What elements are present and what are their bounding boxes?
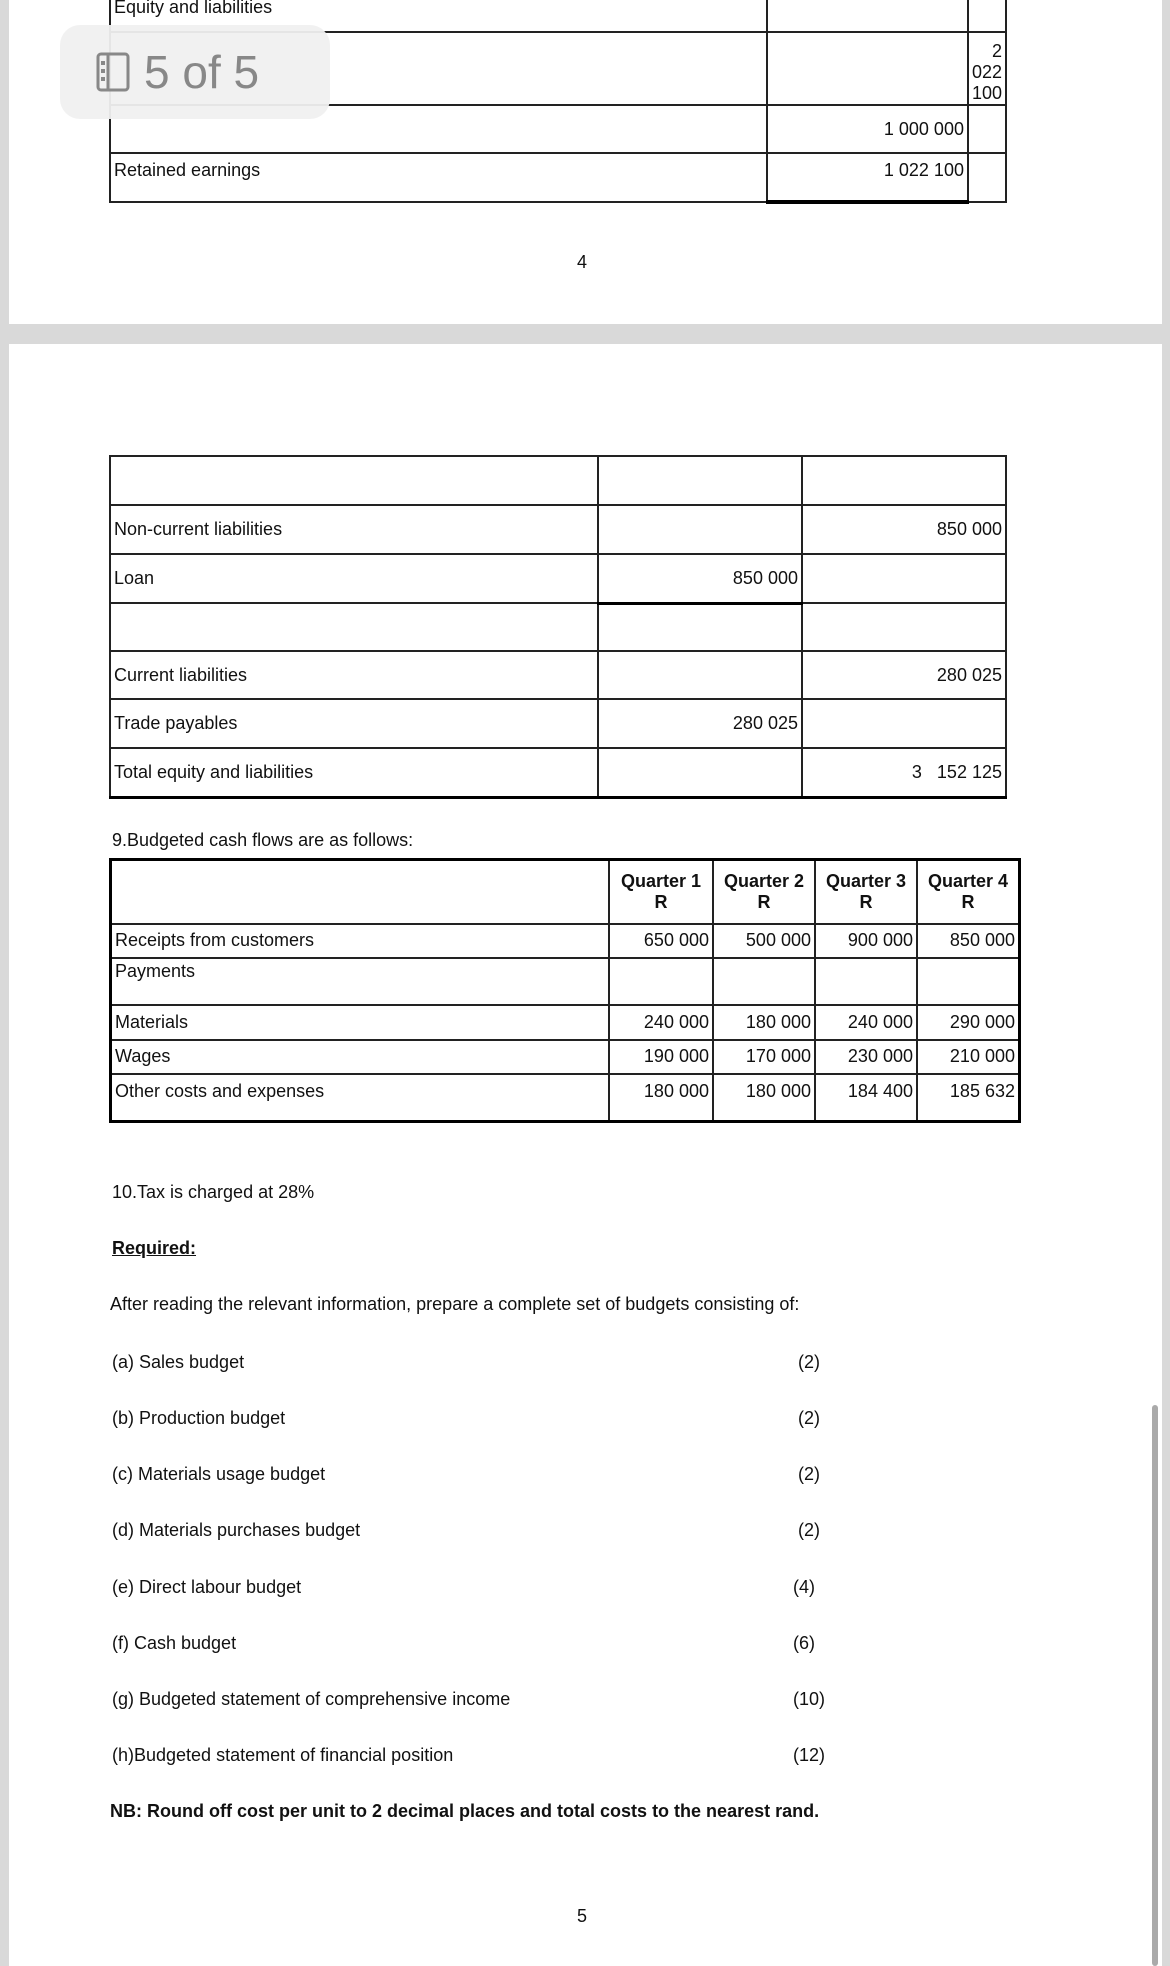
row-label: Current liabilities: [110, 651, 598, 699]
row-label: Total equity and liabilities: [110, 748, 598, 797]
instruction: After reading the relevant information, prepare a complete set of budgets consisting of:: [110, 1294, 800, 1314]
row-label: [110, 603, 598, 651]
item-label: (h)Budgeted statement of financial position: [112, 1745, 454, 1765]
cell: 180 000: [713, 1005, 815, 1040]
item-marks: (6): [793, 1633, 815, 1653]
item-label: (d) Materials purchases budget: [112, 1520, 361, 1540]
row-label: Wages: [111, 1040, 610, 1074]
cell: 650 000: [609, 924, 713, 958]
cell: 240 000: [815, 1005, 917, 1040]
cell: 500 000: [713, 924, 815, 958]
item-label: (f) Cash budget: [112, 1633, 237, 1653]
row-label: [110, 456, 598, 505]
header-q3: Quarter 3 R: [815, 860, 917, 924]
item-marks: (10): [793, 1689, 826, 1709]
cell: 170 000: [713, 1040, 815, 1074]
cell: 2 022 100: [968, 32, 1006, 105]
cell: 1 000 000: [767, 105, 968, 153]
item-marks: (12): [793, 1745, 826, 1765]
item-label: (g) Budgeted statement of comprehensive income: [112, 1689, 511, 1709]
row-label: Receipts from customers: [111, 924, 610, 958]
table-row: [111, 924, 1020, 958]
required-heading: Required:: [112, 1238, 197, 1258]
cash-flows-table: [109, 858, 1021, 1123]
cell: 185 632: [917, 1074, 1020, 1122]
cell: 180 000: [713, 1074, 815, 1122]
scrollbar[interactable]: [1152, 1405, 1158, 1966]
page-number: 4: [577, 252, 588, 272]
cell: [968, 105, 1006, 153]
page-indicator-text: 5 of 5: [144, 46, 260, 98]
cell: 900 000: [815, 924, 917, 958]
cell: 850 000: [598, 554, 802, 603]
item-marks: (2): [798, 1352, 820, 1372]
cell: [598, 748, 802, 797]
header-q2: Quarter 2 R: [713, 860, 815, 924]
row-label: Loan: [110, 554, 598, 603]
cell: 1 022 100: [767, 153, 968, 202]
row-label: Other costs and expenses: [111, 1074, 610, 1122]
cell: [598, 505, 802, 554]
row-label: Trade payables: [110, 699, 598, 748]
table-row: [111, 1005, 1020, 1040]
header-q1: Quarter 1 R: [609, 860, 713, 924]
cell: [598, 651, 802, 699]
cell: [968, 0, 1006, 32]
tax-note: 10.Tax is charged at 28%: [112, 1182, 315, 1202]
item-marks: (2): [798, 1408, 820, 1428]
header-blank: [111, 860, 610, 924]
row-label: Retained earnings: [110, 153, 767, 202]
cell: [767, 0, 968, 32]
cell: [802, 699, 1006, 748]
item-label: (e) Direct labour budget: [112, 1577, 302, 1597]
row-label: Materials: [111, 1005, 610, 1040]
page-number: 5: [577, 1906, 588, 1926]
cell: 850 000: [917, 924, 1020, 958]
cell: [968, 153, 1006, 202]
item-marks: (2): [798, 1464, 820, 1484]
sidebar-icon: [96, 52, 130, 92]
cell: 850 000: [802, 505, 1006, 554]
cell: 290 000: [917, 1005, 1020, 1040]
page-indicator: [60, 25, 330, 119]
cell: 190 000: [609, 1040, 713, 1074]
equity-table: [109, 455, 1007, 799]
cell: [609, 958, 713, 1005]
cell: 280 025: [802, 651, 1006, 699]
cell: 280 025: [598, 699, 802, 748]
cell: [767, 32, 968, 105]
item-label: (a) Sales budget: [112, 1352, 245, 1372]
cell: 210 000: [917, 1040, 1020, 1074]
cell: [802, 456, 1006, 505]
item-marks: (4): [793, 1577, 815, 1597]
cell: [713, 958, 815, 1005]
row-label: Equity and liabilities: [110, 0, 767, 32]
cell: 230 000: [815, 1040, 917, 1074]
nb-note: NB: Round off cost per unit to 2 decimal places and total costs to the nearest rand.: [110, 1801, 820, 1821]
cell: 3 152 125: [802, 748, 1006, 797]
item-label: (b) Production budget: [112, 1408, 286, 1428]
item-label: (c) Materials usage budget: [112, 1464, 326, 1484]
row-label: Non-current liabilities: [110, 505, 598, 554]
table-row: [111, 958, 1020, 1005]
cell: [917, 958, 1020, 1005]
cell: [802, 554, 1006, 603]
cell: [815, 958, 917, 1005]
cell: [802, 603, 1006, 651]
cell: [598, 603, 802, 651]
cell: 240 000: [609, 1005, 713, 1040]
header-q4: Quarter 4 R: [917, 860, 1020, 924]
cell: 184 400: [815, 1074, 917, 1122]
item-marks: (2): [798, 1520, 820, 1540]
row-label: Payments: [111, 958, 610, 1005]
cash-flows-title: 9.Budgeted cash flows are as follows:: [112, 830, 414, 850]
cell: 180 000: [609, 1074, 713, 1122]
cell: [598, 456, 802, 505]
table-row: [111, 1040, 1020, 1074]
table-row: [111, 1074, 1020, 1122]
